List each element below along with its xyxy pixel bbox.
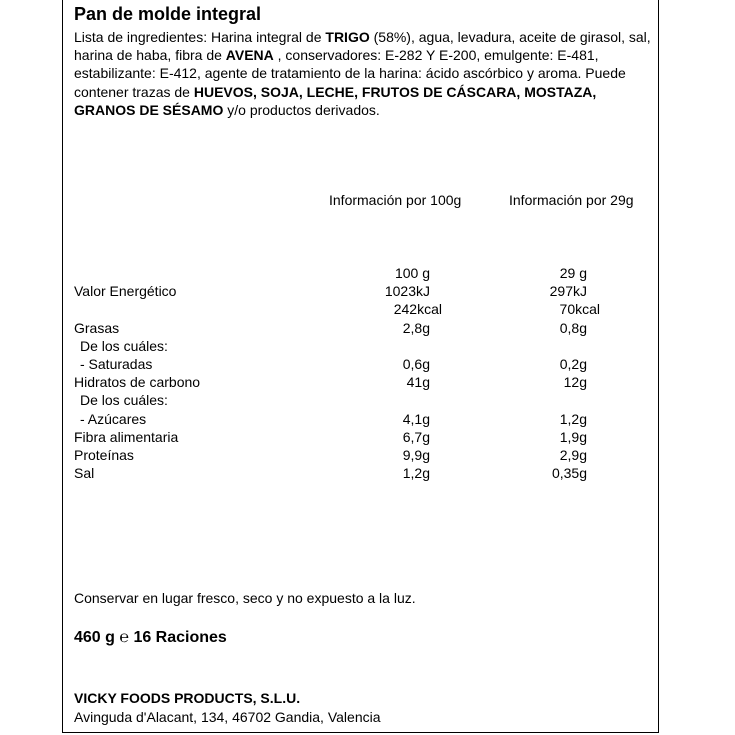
saturated-100g: 0,6g (402, 356, 430, 372)
net-weight-line (74, 628, 227, 648)
saturated-label: - Saturadas (80, 356, 153, 372)
fiber-100g: 6,7g (402, 429, 430, 445)
ingredients-text: Lista de ingredientes: Harina integral de (74, 29, 326, 45)
protein-100g: 9,9g (402, 447, 430, 463)
base-100g: 100 g (394, 265, 430, 281)
protein-29g: 2,9g (559, 447, 587, 463)
fat-100g: 2,8g (402, 320, 430, 336)
energy-kj-100g: 1023kJ (384, 283, 430, 299)
of-which-label: De los cuáles: (80, 392, 168, 408)
ingredients-text: (58%), agua, levadura, aceite de girasol, sal, harina de haba, fibra de (74, 29, 651, 64)
ingredients-text: , conservadores: E-282 Y E-200, emulgente: E-481, estabilizante: E-412, agente de tratamiento de la harina: ácido ascórbico y aroma. Puede contener trazas de (74, 47, 626, 100)
product-title: Pan de molde integral (74, 4, 262, 24)
ingredients-text: y/o productos derivados. (223, 101, 380, 118)
sugars-100g: 4,1g (402, 411, 430, 427)
energy-kj-29g: 297kJ (549, 283, 587, 299)
storage-instructions: Conservar en lugar fresco, seco y no expuesto a la luz. (74, 590, 416, 606)
company-name: VICKY FOODS PRODUCTS, S.L.U. (74, 690, 301, 706)
estimated-sign-icon: ℮ (119, 629, 129, 646)
energy-label: Valor Energético (74, 283, 177, 299)
energy-kcal-100g: 242kcal (393, 301, 442, 317)
carbs-100g: 41g (406, 374, 430, 390)
saturated-29g: 0,2g (559, 356, 587, 372)
carbs-label: Hidratos de carbono (74, 374, 201, 390)
header-per-29g: Información por 29g (509, 192, 634, 208)
company-address: Avinguda d'Alacant, 134, 46702 Gandia, Valencia (74, 709, 381, 725)
salt-29g: 0,35g (551, 465, 587, 481)
sugars-29g: 1,2g (559, 411, 587, 427)
ingredients-list (74, 28, 652, 119)
fat-29g: 0,8g (559, 320, 587, 336)
of-which-label: De los cuáles: (80, 338, 168, 354)
carbs-29g: 12g (563, 374, 587, 390)
header-per-100g: Información por 100g (329, 192, 462, 208)
allergen-oat: AVENA (225, 47, 274, 64)
salt-100g: 1,2g (402, 465, 430, 481)
protein-label: Proteínas (74, 447, 134, 463)
fiber-29g: 1,9g (559, 429, 587, 445)
allergen-traces: HUEVOS, SOJA, LECHE, FRUTOS DE CÁSCARA, MOSTAZA, GRANOS DE SÉSAMO (74, 83, 597, 118)
base-29g: 29 g (559, 265, 587, 281)
servings: 16 Raciones (133, 629, 227, 646)
energy-kcal-29g: 70kcal (559, 301, 600, 317)
allergen-wheat: TRIGO (325, 29, 370, 45)
sugars-label: - Azúcares (80, 411, 147, 427)
fat-label: Grasas (74, 320, 120, 336)
fiber-label: Fibra alimentaria (74, 429, 179, 445)
net-weight: 460 g (74, 629, 115, 646)
salt-label: Sal (74, 465, 95, 481)
